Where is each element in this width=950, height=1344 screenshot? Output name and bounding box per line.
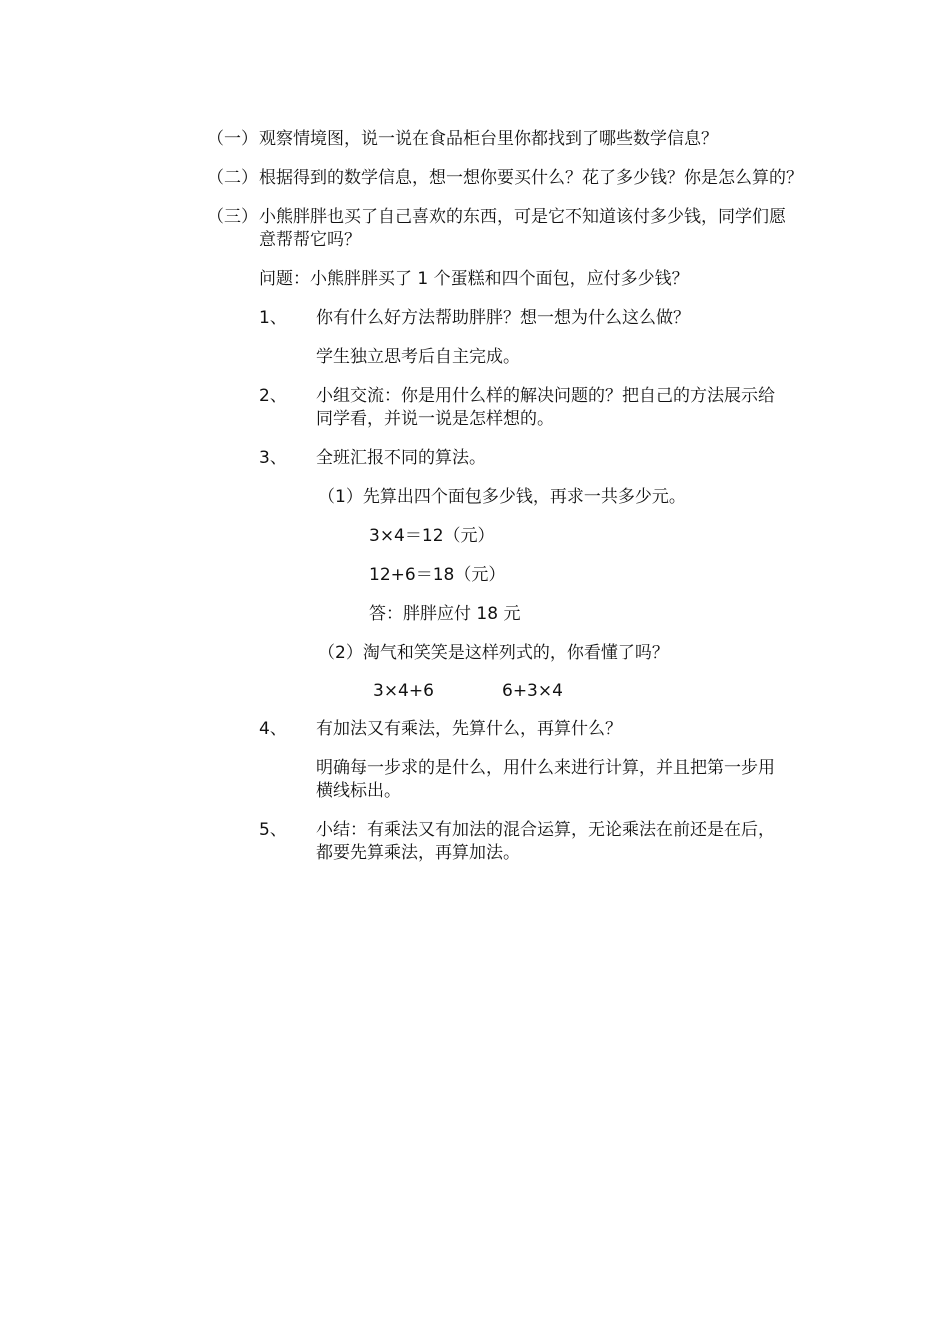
step-4-note-line1: 明确每一步求的是什么，用什么来进行计算，并且把第一步用: [316, 758, 775, 778]
method-2-expression-2: 6+3×4: [502, 681, 563, 701]
method-1-answer: 答：胖胖应付 18 元: [369, 604, 521, 624]
method-2-title: （2）淘气和笑笑是这样列式的，你看懂了吗？: [318, 643, 669, 663]
method-2-expression-1: 3×4+6: [373, 681, 434, 701]
step-5-text-line2: 都要先算乘法，再算加法。: [316, 843, 520, 863]
step-2-text-line1: 小组交流：你是用什么样的解决问题的？把自己的方法展示给: [316, 386, 775, 406]
step-1-number: 1、: [259, 308, 287, 328]
step-4-number: 4、: [259, 719, 287, 739]
section-2-marker: （二）: [207, 168, 258, 188]
section-1-text: 观察情境图，说一说在食品柜台里你都找到了哪些数学信息？: [259, 129, 718, 149]
method-1-calc-2: 12+6＝18（元）: [369, 565, 506, 585]
question-text: 问题：小熊胖胖买了 1 个蛋糕和四个面包，应付多少钱？: [259, 269, 689, 289]
step-3-number: 3、: [259, 448, 287, 468]
step-4-note-line2: 横线标出。: [316, 781, 401, 801]
step-3-text: 全班汇报不同的算法。: [316, 448, 486, 468]
section-2-text: 根据得到的数学信息，想一想你要买什么？花了多少钱？你是怎么算的？: [259, 168, 803, 188]
method-1-title: （1）先算出四个面包多少钱，再求一共多少元。: [318, 487, 686, 507]
step-4-text: 有加法又有乘法，先算什么，再算什么？: [316, 719, 622, 739]
step-5-number: 5、: [259, 820, 287, 840]
section-1-marker: （一）: [207, 129, 258, 149]
section-3-marker: （三）: [207, 207, 258, 227]
step-2-number: 2、: [259, 386, 287, 406]
step-2-text-line2: 同学看，并说一说是怎样想的。: [316, 409, 554, 429]
step-1-text: 你有什么好方法帮助胖胖？想一想为什么这么做？: [316, 308, 690, 328]
section-3-text-line2: 意帮帮它吗？: [259, 230, 361, 250]
section-3-text-line1: 小熊胖胖也买了自己喜欢的东西，可是它不知道该付多少钱，同学们愿: [259, 207, 786, 227]
step-5-text-line1: 小结：有乘法又有加法的混合运算，无论乘法在前还是在后，: [316, 820, 775, 840]
method-1-calc-1: 3×4＝12（元）: [369, 526, 495, 546]
step-1-note: 学生独立思考后自主完成。: [316, 347, 520, 367]
